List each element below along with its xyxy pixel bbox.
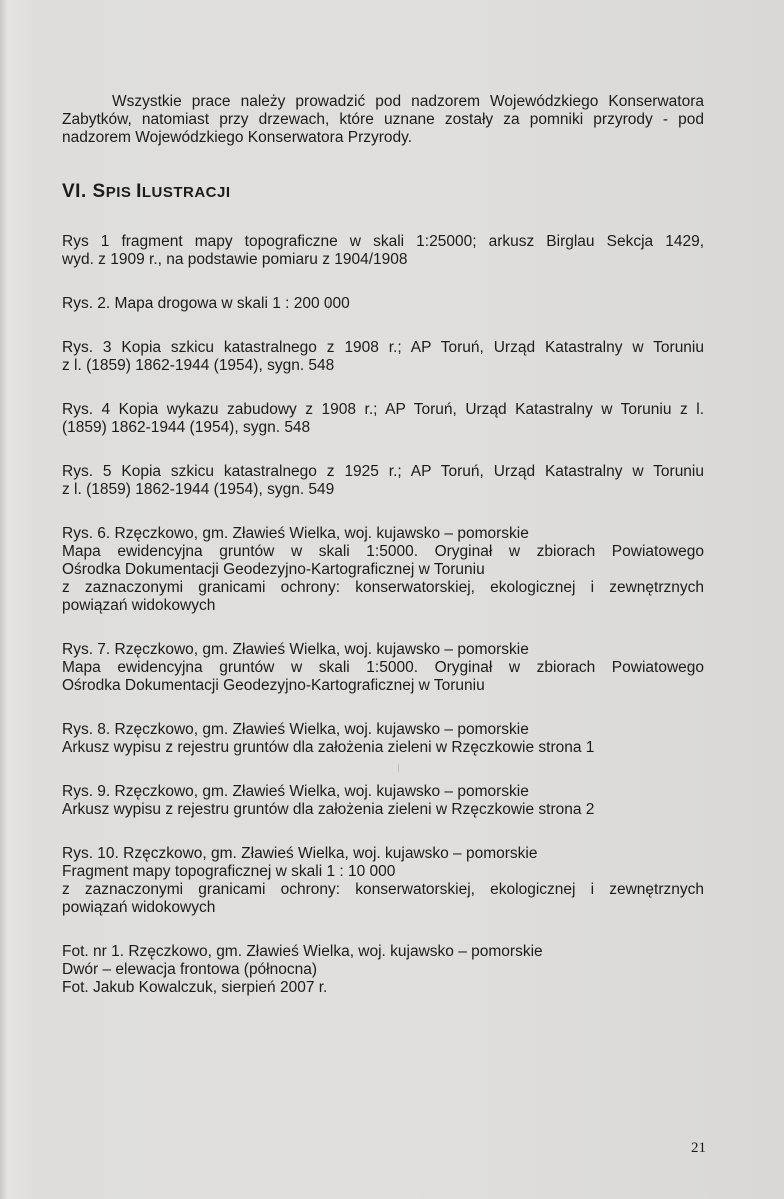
illustration-line: Rys. 2. Mapa drogowa w skali 1 : 200 000 — [62, 295, 350, 312]
illustration-line: Rys. 3 Kopia szkicu katastralnego z 1908 r.; AP Toruń, Urząd Katastralny w Toruniu — [62, 339, 704, 356]
illustration-entry — [62, 943, 704, 997]
page-number: 21 — [691, 1140, 706, 1156]
illustration-line: z zaznaczonymi granicami ochrony: konserwatorskiej, ekologicznej i zewnętrznych — [62, 579, 704, 596]
illustration-entry — [62, 525, 704, 615]
illustration-line: Ośrodka Dokumentacji Geodezyjno-Kartograficznej w Toruniu — [62, 561, 485, 578]
illustration-entry — [62, 295, 704, 313]
illustration-entry — [62, 783, 704, 819]
illustration-line: z l. (1859) 1862-1944 (1954), sygn. 549 — [62, 481, 335, 498]
illustration-line: Rys. 6. Rzęczkowo, gm. Zławieś Wielka, woj. kujawsko – pomorskie — [62, 525, 529, 542]
illustration-entry — [62, 721, 704, 757]
section-heading — [62, 183, 704, 202]
illustration-line: Mapa ewidencyjna gruntów w skali 1:5000. Oryginał w zbiorach Powiatowego — [62, 659, 704, 676]
illustration-entry — [62, 339, 704, 375]
illustration-line: Rys. 7. Rzęczkowo, gm. Zławieś Wielka, woj. kujawsko – pomorskie — [62, 641, 529, 658]
section-title: SPIS ILUSTRACJI — [92, 181, 231, 202]
illustration-line: powiązań widokowych — [62, 899, 216, 916]
illustration-entry — [62, 845, 704, 917]
illustration-line: z l. (1859) 1862-1944 (1954), sygn. 548 — [62, 357, 335, 374]
illustration-entry — [62, 641, 704, 695]
illustration-entry — [62, 463, 704, 499]
illustration-line: Mapa ewidencyjna gruntów w skali 1:5000. Oryginał w zbiorach Powiatowego — [62, 543, 704, 560]
illustration-line: Arkusz wypisu z rejestru gruntów dla założenia zieleni w Rzęczkowie strona 2 — [62, 801, 595, 818]
illustration-line: Rys 1 fragment mapy topograficzne w skali 1:25000; arkusz Birglau Sekcja 1429, — [62, 233, 704, 250]
page-edge-shadow — [0, 0, 8, 1199]
illustration-line: powiązań widokowych — [62, 597, 216, 614]
illustration-line: Rys. 10. Rzęczkowo, gm. Zławieś Wielka, woj. kujawsko – pomorskie — [62, 845, 538, 862]
intro-paragraph: Wszystkie prace należy prowadzić pod nadzorem Wojewódzkiego Konserwatora Zabytków, natomiast przy drzewach, które uznane zostały za pomniki przyrody - pod nadzorem Wojewódzkiego Konserwatora Przyrody. — [62, 93, 704, 146]
illustration-line: Rys. 9. Rzęczkowo, gm. Zławieś Wielka, woj. kujawsko – pomorskie — [62, 783, 529, 800]
illustration-line: z zaznaczonymi granicami ochrony: konserwatorskiej, ekologicznej i zewnętrznych — [62, 881, 704, 898]
illustration-line: Dwór – elewacja frontowa (północna) — [62, 961, 318, 978]
illustration-line: Ośrodka Dokumentacji Geodezyjno-Kartograficznej w Toruniu — [62, 677, 485, 694]
illustration-list — [62, 233, 704, 997]
illustration-line: Fragment mapy topograficznej w skali 1 : 10 000 — [62, 863, 396, 880]
illustration-line: Fot. nr 1. Rzęczkowo, gm. Zławieś Wielka, woj. kujawsko – pomorskie — [62, 943, 543, 960]
section-number: VI. — [62, 181, 87, 202]
illustration-line: Arkusz wypisu z rejestru gruntów dla założenia zieleni w Rzęczkowie strona 1 — [62, 739, 595, 756]
illustration-line: Fot. Jakub Kowalczuk, sierpień 2007 r. — [62, 979, 328, 996]
illustration-line: Rys. 8. Rzęczkowo, gm. Zławieś Wielka, woj. kujawsko – pomorskie — [62, 721, 529, 738]
illustration-entry — [62, 401, 704, 437]
illustration-line: Rys. 4 Kopia wykazu zabudowy z 1908 r.; AP Toruń, Urząd Katastralny w Toruniu z l. — [62, 401, 704, 418]
illustration-line: (1859) 1862-1944 (1954), sygn. 548 — [62, 419, 311, 436]
illustration-entry — [62, 233, 704, 269]
page-content — [62, 93, 704, 1023]
illustration-line: Rys. 5 Kopia szkicu katastralnego z 1925 r.; AP Toruń, Urząd Katastralny w Toruniu — [62, 463, 704, 480]
illustration-line: wyd. z 1909 r., na podstawie pomiaru z 1904/1908 — [62, 251, 408, 268]
